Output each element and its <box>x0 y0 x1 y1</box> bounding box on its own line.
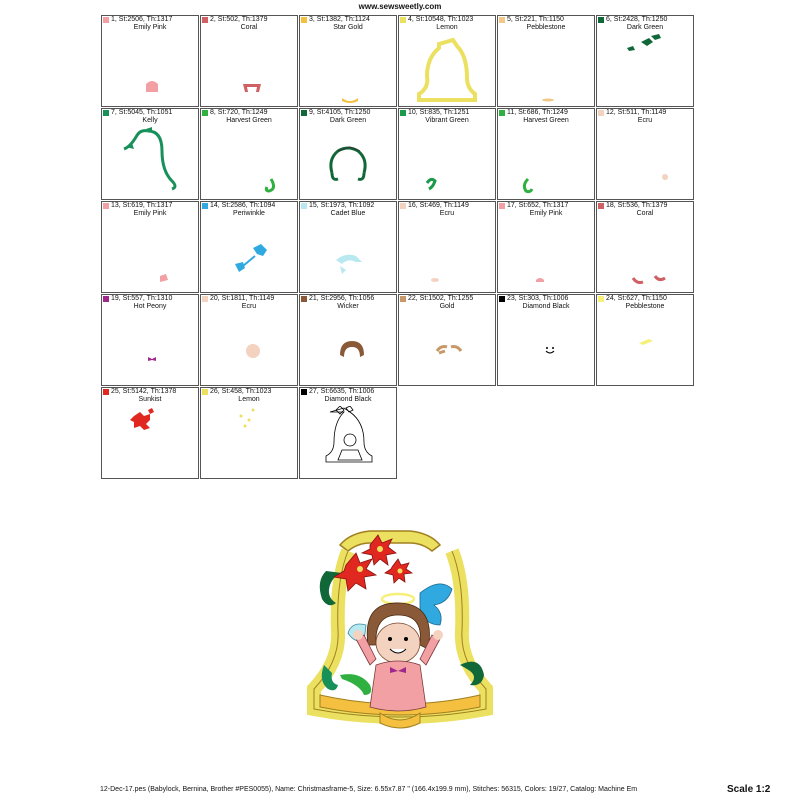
thread-name: Diamond Black <box>324 396 372 403</box>
thread-cell-14 <box>200 201 298 293</box>
thread-cell-22 <box>398 294 496 386</box>
color-swatch <box>103 17 109 23</box>
thread-name: Pebblestone <box>526 24 566 31</box>
thread-name: Emily Pink <box>133 210 167 217</box>
design-preview <box>300 515 500 755</box>
color-swatch <box>598 296 604 302</box>
thread-name: Emily Pink <box>133 24 167 31</box>
thread-preview <box>597 220 694 293</box>
thread-name: Ecru <box>241 303 257 310</box>
thread-stats: 13, St:619, Th:1317 <box>111 202 173 209</box>
thread-preview <box>201 34 298 107</box>
thread-name: Wicker <box>337 303 359 310</box>
thread-name: Star Gold <box>333 24 363 31</box>
thread-preview <box>399 220 496 293</box>
thread-preview <box>102 313 199 386</box>
thread-stats: 23, St:303, Th:1006 <box>507 295 569 302</box>
thread-cell-15 <box>299 201 397 293</box>
thread-preview <box>201 220 298 293</box>
thread-preview <box>201 406 298 479</box>
thread-cell-17 <box>497 201 595 293</box>
color-swatch <box>202 203 208 209</box>
thread-cell-10 <box>398 108 496 200</box>
color-swatch <box>598 17 604 23</box>
thread-cell-12 <box>596 108 694 200</box>
color-swatch <box>400 17 406 23</box>
thread-preview <box>102 34 199 107</box>
thread-cell-25 <box>101 387 199 479</box>
color-swatch <box>301 389 307 395</box>
thread-name: Ecru <box>637 117 653 124</box>
thread-name: Harvest Green <box>523 117 569 124</box>
thread-preview <box>300 406 397 479</box>
color-swatch <box>202 110 208 116</box>
thread-stats: 9, St:4105, Th:1250 <box>309 109 371 116</box>
thread-preview <box>399 34 496 107</box>
thread-preview <box>597 127 694 200</box>
thread-preview <box>300 220 397 293</box>
thread-name: Pebblestone <box>625 303 665 310</box>
thread-cell-4 <box>398 15 496 107</box>
thread-cell-3 <box>299 15 397 107</box>
color-swatch <box>499 203 505 209</box>
color-swatch <box>400 203 406 209</box>
thread-preview <box>102 406 199 479</box>
thread-name: Dark Green <box>626 24 664 31</box>
thread-stats: 22, St:1502, Th:1255 <box>408 295 474 302</box>
thread-preview <box>201 127 298 200</box>
thread-name: Gold <box>439 303 455 310</box>
thread-stats: 12, St:511, Th:1149 <box>606 109 667 116</box>
thread-cell-18 <box>596 201 694 293</box>
thread-stats: 5, St:221, Th:1150 <box>507 16 564 23</box>
color-swatch <box>499 110 505 116</box>
thread-cell-11 <box>497 108 595 200</box>
thread-stats: 14, St:2586, Th:1094 <box>210 202 276 209</box>
thread-stats: 18, St:536, Th:1379 <box>606 202 668 209</box>
thread-name: Cadet Blue <box>330 210 366 217</box>
thread-stats: 24, St:627, Th:1150 <box>606 295 667 302</box>
thread-name: Vibrant Green <box>425 117 469 124</box>
thread-cell-9 <box>299 108 397 200</box>
thread-name: Emily Pink <box>529 210 563 217</box>
thread-name: Sunkist <box>138 396 162 403</box>
thread-cell-2 <box>200 15 298 107</box>
thread-stats: 15, St:1973, Th:1092 <box>309 202 375 209</box>
thread-preview <box>300 127 397 200</box>
color-swatch <box>301 110 307 116</box>
thread-name: Harvest Green <box>226 117 272 124</box>
color-swatch <box>103 389 109 395</box>
thread-cell-16 <box>398 201 496 293</box>
thread-stats: 19, St:557, Th:1310 <box>111 295 173 302</box>
thread-preview <box>498 34 595 107</box>
thread-preview <box>102 220 199 293</box>
thread-cell-8 <box>200 108 298 200</box>
color-swatch <box>103 203 109 209</box>
thread-cell-5 <box>497 15 595 107</box>
thread-cell-1 <box>101 15 199 107</box>
thread-name: Lemon <box>436 24 458 31</box>
thread-stats: 4, St:10548, Th:1023 <box>408 16 474 23</box>
thread-name: Diamond Black <box>522 303 570 310</box>
thread-preview <box>498 313 595 386</box>
color-swatch <box>499 296 505 302</box>
color-swatch <box>499 17 505 23</box>
thread-preview <box>399 127 496 200</box>
thread-stats: 1, St:2506, Th:1317 <box>111 16 173 23</box>
thread-stats: 17, St:652, Th:1317 <box>507 202 569 209</box>
color-swatch <box>301 17 307 23</box>
thread-name: Dark Green <box>329 117 367 124</box>
thread-preview <box>498 127 595 200</box>
thread-cell-19 <box>101 294 199 386</box>
thread-stats: 7, St:5045, Th:1051 <box>111 109 173 116</box>
color-swatch <box>400 110 406 116</box>
thread-preview <box>102 127 199 200</box>
color-swatch <box>301 203 307 209</box>
thread-cell-13 <box>101 201 199 293</box>
scale-label: Scale 1:2 <box>727 784 771 795</box>
color-swatch <box>598 203 604 209</box>
color-swatch <box>301 296 307 302</box>
thread-name: Coral <box>240 24 258 31</box>
thread-name: Lemon <box>238 396 260 403</box>
thread-cell-26 <box>200 387 298 479</box>
color-swatch <box>400 296 406 302</box>
thread-cell-23 <box>497 294 595 386</box>
color-swatch <box>202 389 208 395</box>
thread-cell-27 <box>299 387 397 479</box>
thread-stats: 21, St:2956, Th:1056 <box>309 295 375 302</box>
thread-preview <box>498 220 595 293</box>
thread-preview <box>597 34 694 107</box>
site-url: www.sewsweetly.com <box>358 2 442 11</box>
thread-stats: 26, St:458, Th:1023 <box>210 388 272 395</box>
thread-stats: 2, St:502, Th:1379 <box>210 16 268 23</box>
thread-cell-7 <box>101 108 199 200</box>
color-swatch <box>103 296 109 302</box>
thread-name: Ecru <box>439 210 455 217</box>
thread-cell-21 <box>299 294 397 386</box>
thread-name: Coral <box>636 210 654 217</box>
thread-name: Kelly <box>142 117 158 124</box>
thread-name: Periwinkle <box>233 210 265 217</box>
thread-stats: 27, St:6635, Th:1006 <box>309 388 375 395</box>
thread-stats: 20, St:1811, Th:1149 <box>210 295 275 302</box>
thread-stats: 6, St:2428, Th:1250 <box>606 16 668 23</box>
thread-cell-24 <box>596 294 694 386</box>
thread-preview <box>201 313 298 386</box>
thread-stats: 8, St:720, Th:1249 <box>210 109 268 116</box>
thread-preview <box>300 313 397 386</box>
thread-preview <box>597 313 694 386</box>
footer-info: 12-Dec-17.pes (Babylock, Bernina, Brother #PES0055), Name: Christmasframe-5, Size: 6.55x7.87 " (166.4x199.9 mm), Stitches: 56315, Colors: 19/27, Catalog: Machine Em <box>100 786 638 793</box>
thread-preview <box>399 313 496 386</box>
color-swatch <box>202 296 208 302</box>
thread-cell-20 <box>200 294 298 386</box>
color-swatch <box>202 17 208 23</box>
thread-stats: 3, St:1382, Th:1124 <box>309 16 370 23</box>
thread-stats: 11, St:686, Th:1249 <box>507 109 568 116</box>
thread-cell-6 <box>596 15 694 107</box>
thread-stats: 16, St:469, Th:1149 <box>408 202 469 209</box>
color-swatch <box>103 110 109 116</box>
thread-preview <box>300 34 397 107</box>
thread-name: Hot Peony <box>133 303 167 310</box>
color-swatch <box>598 110 604 116</box>
thread-stats: 25, St:5142, Th:1378 <box>111 388 177 395</box>
thread-stats: 10, St:835, Th:1251 <box>408 109 470 116</box>
